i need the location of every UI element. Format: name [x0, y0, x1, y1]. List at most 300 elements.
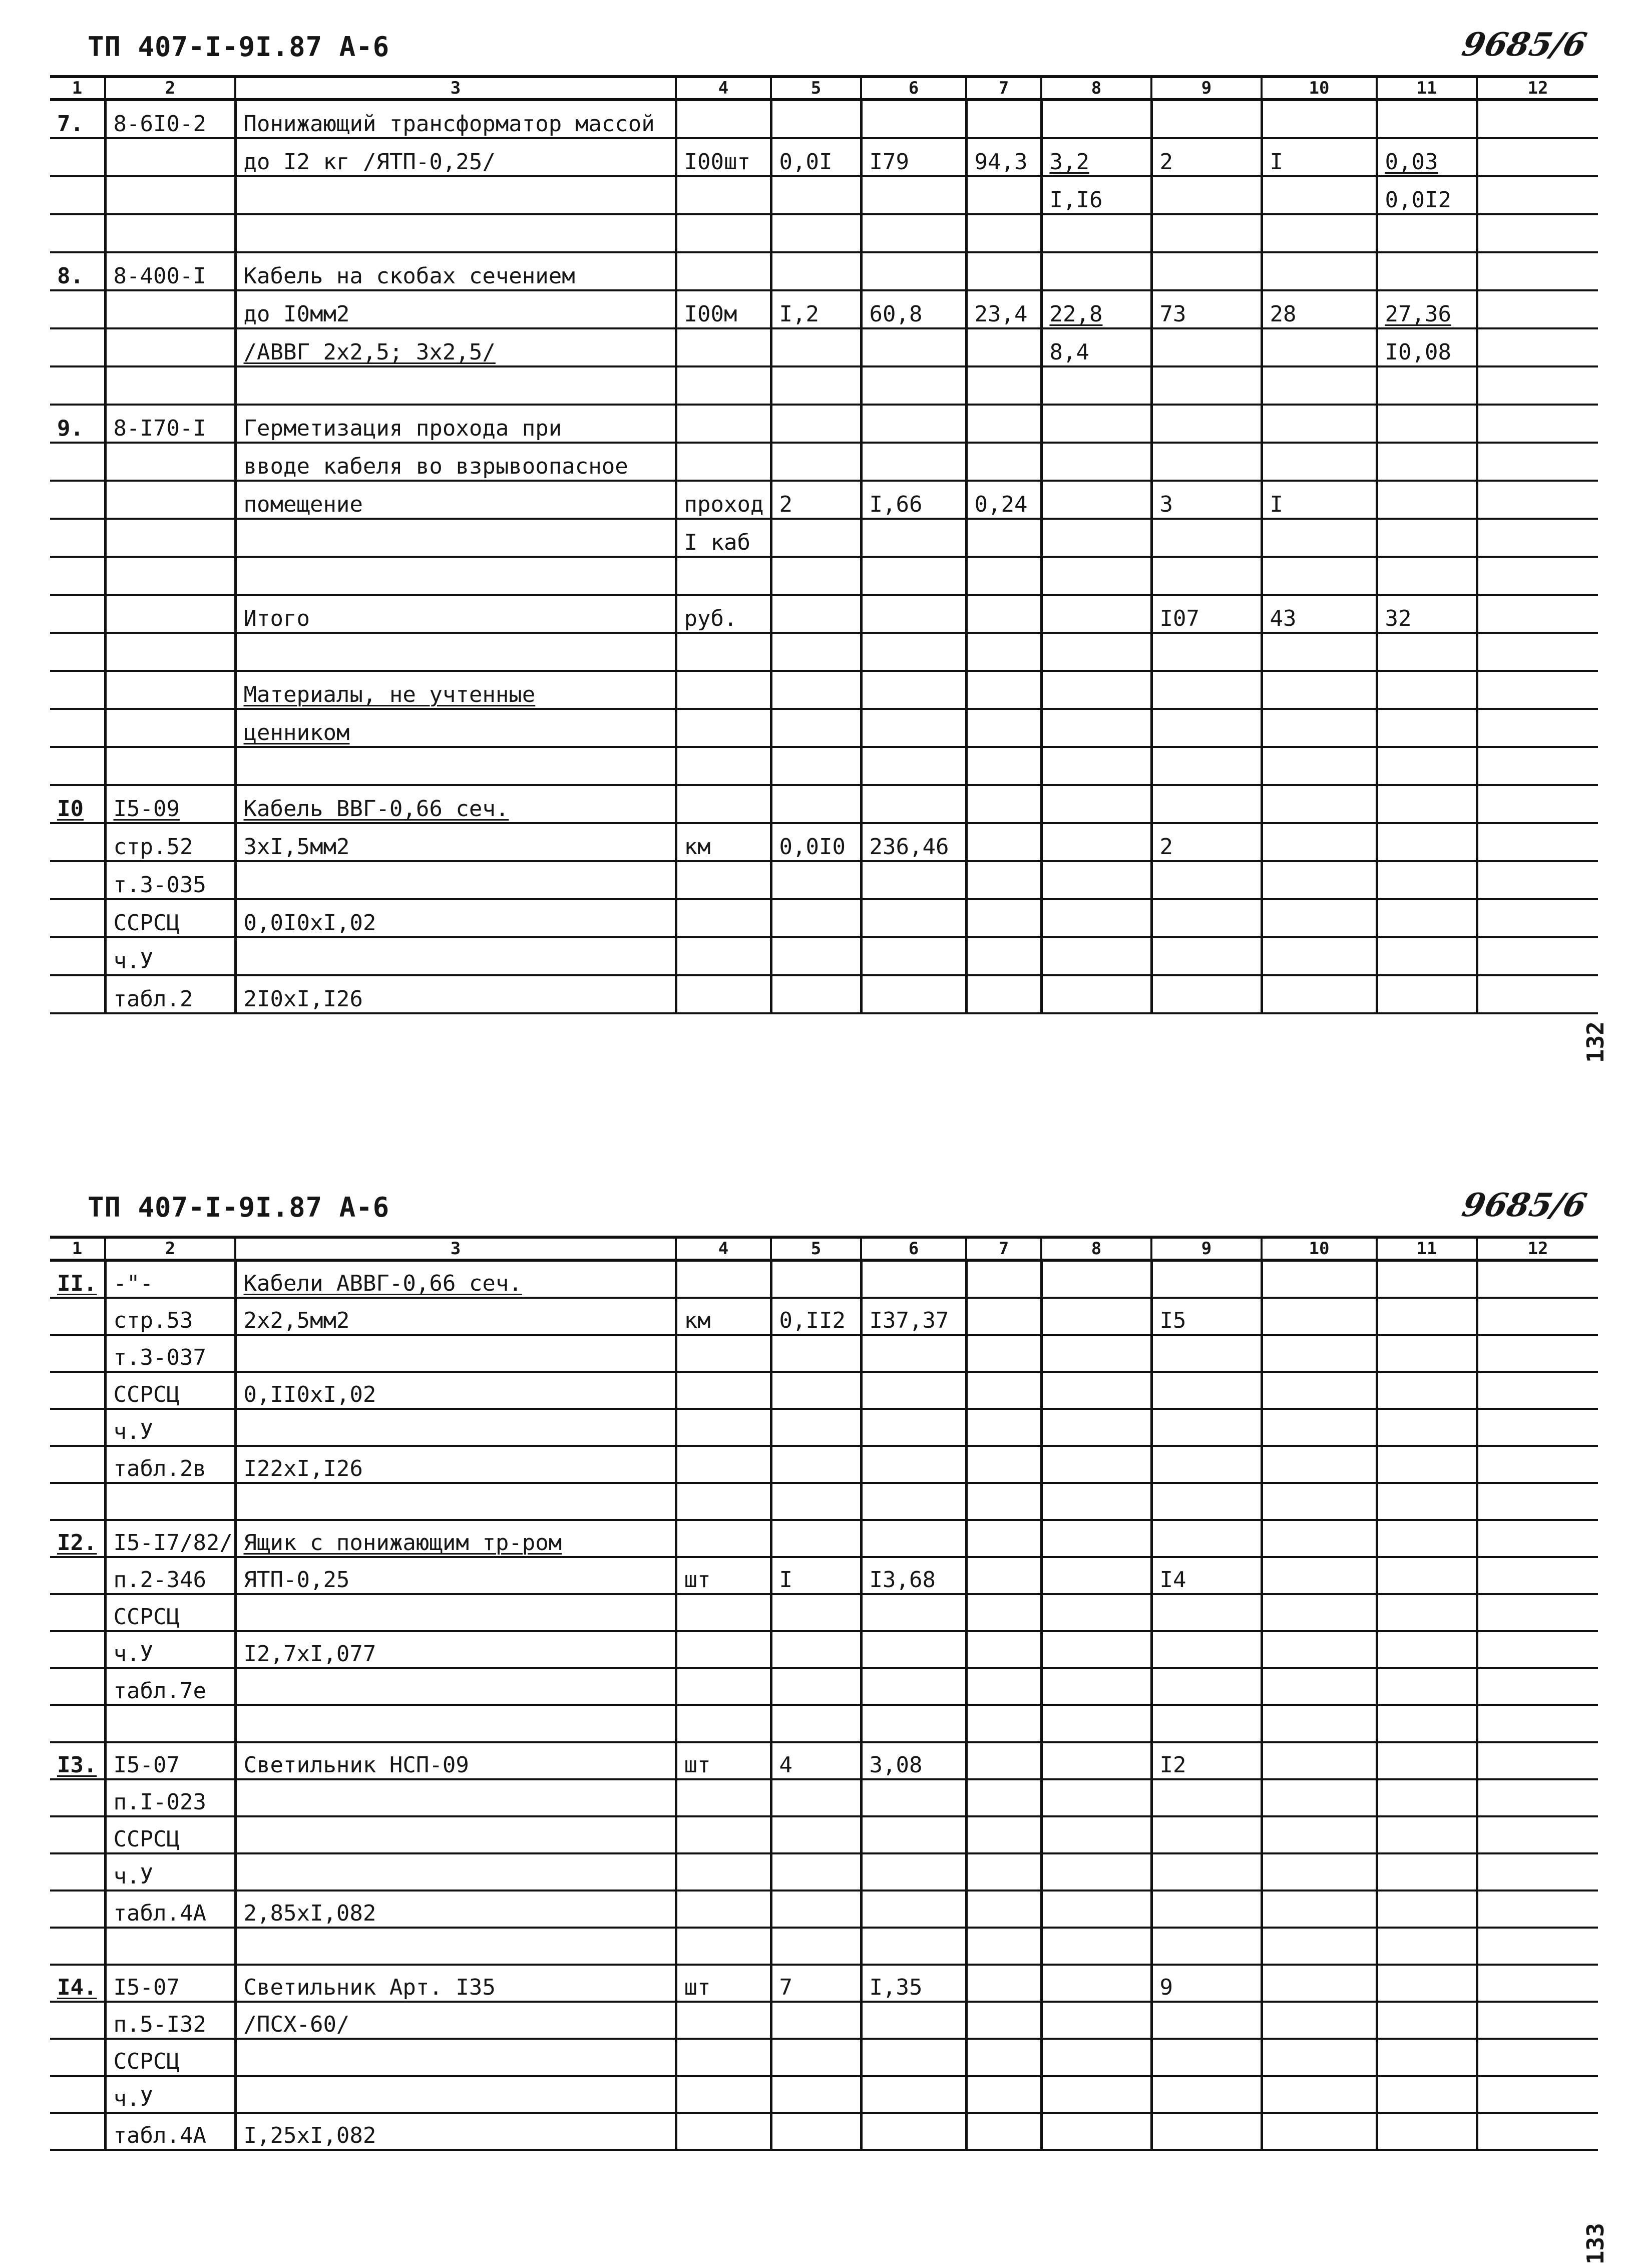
table-row — [50, 1372, 1598, 1409]
table-row — [50, 633, 1598, 671]
column-number: 4 — [676, 1237, 771, 1260]
column-number: 1 — [50, 77, 105, 100]
table-cell — [50, 1668, 105, 1705]
table-row — [50, 100, 1598, 138]
table-cell — [1041, 290, 1151, 328]
table-cell: т.3-035 — [105, 861, 235, 899]
table-cell — [966, 1853, 1041, 1891]
table-cell — [1262, 1335, 1377, 1372]
table-cell — [861, 519, 966, 557]
table-cell — [861, 176, 966, 214]
table-cell — [1477, 366, 1598, 405]
table-row — [50, 747, 1598, 785]
table-cell — [105, 443, 235, 481]
table-cell — [861, 1891, 966, 1928]
table-cell — [676, 2002, 771, 2039]
table-cell — [1377, 214, 1477, 252]
table-cell — [861, 709, 966, 747]
table-cell — [1477, 100, 1598, 138]
table-cell — [1041, 1520, 1151, 1557]
table-cell — [1377, 366, 1477, 405]
table-cell — [105, 785, 235, 823]
table-cell — [1041, 671, 1151, 709]
table-cell — [966, 252, 1041, 290]
table-cell — [966, 1816, 1041, 1853]
column-number: 2 — [105, 77, 235, 100]
table-cell — [771, 937, 861, 975]
table-cell — [966, 1260, 1041, 1298]
table-cell — [861, 557, 966, 595]
table-cell — [50, 975, 105, 1013]
table-row — [50, 2113, 1598, 2150]
table-cell — [1477, 1520, 1598, 1557]
table-row — [50, 1891, 1598, 1928]
table-cell — [105, 1483, 235, 1520]
table-cell — [966, 975, 1041, 1013]
cell-text: 0,03 — [1385, 149, 1438, 175]
document-code: ТП 407-I-9I.87 А-6 — [88, 31, 390, 63]
table-cell — [105, 290, 235, 328]
table-cell: I79 — [861, 138, 966, 176]
table-cell — [105, 328, 235, 366]
table-cell — [771, 214, 861, 252]
table-cell — [1262, 1928, 1377, 1965]
table-cell: стр.53 — [105, 1298, 235, 1335]
table-cell: I3,68 — [861, 1557, 966, 1594]
table-cell — [861, 975, 966, 1013]
table-row — [50, 1520, 1598, 1557]
table-cell: ССРСЦ — [105, 1816, 235, 1853]
table-cell: I2,7хI,077 — [235, 1631, 676, 1668]
table-cell — [105, 214, 235, 252]
cell-text: ценником — [243, 720, 350, 745]
table-cell — [676, 1705, 771, 1742]
document-code: ТП 407-I-9I.87 А-6 — [88, 1192, 390, 1223]
table-cell — [50, 2113, 105, 2150]
table-cell — [1041, 975, 1151, 1013]
cell-text: Материалы, не учтенные — [243, 682, 536, 707]
table-cell — [771, 1260, 861, 1298]
table-cell: Кабель на скобах сечением — [235, 252, 676, 290]
table-cell — [1041, 595, 1151, 633]
handwritten-inventory-number: 9685/6 — [1458, 1187, 1590, 1224]
table-cell — [1262, 214, 1377, 252]
table-cell: I каб — [676, 519, 771, 557]
table-cell: ССРСЦ — [105, 1594, 235, 1631]
table-cell — [676, 214, 771, 252]
table-cell — [1477, 595, 1598, 633]
table-cell — [50, 595, 105, 633]
table-cell — [966, 633, 1041, 671]
table-cell — [771, 328, 861, 366]
table-cell — [1377, 899, 1477, 937]
table-cell — [676, 1631, 771, 1668]
table-cell — [861, 1483, 966, 1520]
table-cell — [676, 747, 771, 785]
table-cell — [1041, 2113, 1151, 2150]
column-number: 3 — [235, 77, 676, 100]
table-cell — [1262, 1742, 1377, 1779]
table-cell — [235, 1260, 676, 1298]
table-cell — [1262, 1409, 1377, 1446]
table-cell — [771, 1520, 861, 1557]
column-number: 9 — [1151, 77, 1262, 100]
table-cell — [676, 2076, 771, 2113]
table-cell — [1041, 899, 1151, 937]
table-cell: I00шт — [676, 138, 771, 176]
table-cell — [676, 785, 771, 823]
table-cell — [1377, 1965, 1477, 2002]
table-cell — [1151, 2113, 1262, 2150]
table-cell — [1041, 557, 1151, 595]
table-cell: 7. — [50, 100, 105, 138]
column-number: 4 — [676, 77, 771, 100]
table-cell: 23,4 — [966, 290, 1041, 328]
table-cell — [861, 214, 966, 252]
table-cell — [105, 633, 235, 671]
table-cell — [966, 823, 1041, 861]
table-cell — [676, 1372, 771, 1409]
table-cell — [50, 1557, 105, 1594]
table-cell — [1377, 747, 1477, 785]
table-row — [50, 1557, 1598, 1594]
table-cell — [1377, 1928, 1477, 1965]
table-cell — [771, 1372, 861, 1409]
table-cell — [50, 1705, 105, 1742]
table-cell: 0,II2 — [771, 1298, 861, 1335]
table-cell — [861, 405, 966, 443]
table-cell — [676, 100, 771, 138]
table-cell — [1041, 2076, 1151, 2113]
table-cell — [1041, 1409, 1151, 1446]
table-cell — [861, 1928, 966, 1965]
table-cell — [676, 899, 771, 937]
table-cell — [1477, 1705, 1598, 1742]
cell-text: 3,2 — [1049, 149, 1089, 175]
table-cell — [1151, 1705, 1262, 1742]
table-cell — [966, 1965, 1041, 2002]
table-cell — [1262, 1557, 1377, 1594]
table-cell — [1477, 138, 1598, 176]
table-cell: I5-07 — [105, 1965, 235, 2002]
table-cell: Понижающий трансформатор массой — [235, 100, 676, 138]
table-cell — [50, 1298, 105, 1335]
table-cell — [1041, 1483, 1151, 1520]
table-cell — [771, 1668, 861, 1705]
cell-text: Кабель ВВГ-0,66 сеч. — [243, 796, 509, 822]
column-number: 5 — [771, 77, 861, 100]
table-cell — [235, 1853, 676, 1891]
table-cell — [966, 937, 1041, 975]
table-cell — [1262, 1483, 1377, 1520]
table-cell — [105, 519, 235, 557]
table-cell — [1477, 671, 1598, 709]
table-cell — [1477, 1853, 1598, 1891]
cell-text: I5-09 — [113, 796, 180, 822]
table-cell: ССРСЦ — [105, 899, 235, 937]
table-cell — [966, 2113, 1041, 2150]
table-cell — [771, 861, 861, 899]
table-cell — [1041, 138, 1151, 176]
table-cell — [1262, 1853, 1377, 1891]
table-cell: I00м — [676, 290, 771, 328]
table-cell — [1151, 1335, 1262, 1372]
table-cell: табл.2в — [105, 1446, 235, 1483]
table-cell: Светильник НСП-09 — [235, 1742, 676, 1779]
table-cell: Светильник Арт. I35 — [235, 1965, 676, 2002]
table-cell — [771, 252, 861, 290]
table-cell — [676, 1779, 771, 1816]
table-cell — [1477, 861, 1598, 899]
table-cell — [1377, 2039, 1477, 2076]
table-cell — [1377, 519, 1477, 557]
column-number-row — [50, 77, 1598, 100]
table-row — [50, 1631, 1598, 1668]
table-cell: 60,8 — [861, 290, 966, 328]
table-cell — [50, 176, 105, 214]
table-cell — [235, 1409, 676, 1446]
table-cell — [676, 633, 771, 671]
table-row — [50, 709, 1598, 747]
table-cell — [1477, 1965, 1598, 2002]
column-number: 5 — [771, 1237, 861, 1260]
table-cell — [235, 747, 676, 785]
table-cell — [1041, 1965, 1151, 2002]
table-cell — [1151, 1483, 1262, 1520]
table-cell: 3 — [1151, 481, 1262, 519]
table-cell — [1377, 100, 1477, 138]
cell-text: 22,8 — [1049, 301, 1103, 327]
column-number: 8 — [1041, 77, 1151, 100]
table-cell — [1041, 405, 1151, 443]
table-cell — [50, 443, 105, 481]
table-cell — [771, 366, 861, 405]
table-cell: 9. — [50, 405, 105, 443]
table-cell — [1262, 633, 1377, 671]
estimate-table — [50, 1236, 1598, 2151]
column-number: 9 — [1151, 1237, 1262, 1260]
table-row — [50, 1409, 1598, 1446]
table-cell — [771, 443, 861, 481]
table-cell — [861, 366, 966, 405]
table-cell — [966, 1520, 1041, 1557]
table-cell — [50, 747, 105, 785]
cell-text: /АВВГ 2х2,5; 3х2,5/ — [243, 339, 496, 365]
table-cell — [1377, 557, 1477, 595]
table-cell — [771, 1853, 861, 1891]
table-row — [50, 328, 1598, 366]
table-cell — [1477, 785, 1598, 823]
table-cell — [771, 1446, 861, 1483]
table-cell — [771, 709, 861, 747]
table-cell — [50, 1631, 105, 1668]
cell-text: II. — [57, 1271, 97, 1296]
table-cell — [105, 138, 235, 176]
table-cell — [1477, 1557, 1598, 1594]
table-cell — [1377, 1520, 1477, 1557]
table-cell — [1262, 1779, 1377, 1816]
table-row — [50, 1928, 1598, 1965]
table-cell — [1041, 1668, 1151, 1705]
table-cell — [1477, 328, 1598, 366]
table-cell — [771, 1409, 861, 1446]
table-cell — [966, 1742, 1041, 1779]
table-cell — [771, 1891, 861, 1928]
table-cell — [1262, 1965, 1377, 2002]
table-cell: I — [1262, 481, 1377, 519]
cell-text: I3. — [57, 1752, 97, 1778]
table-cell — [50, 481, 105, 519]
table-cell — [676, 1483, 771, 1520]
table-row — [50, 1816, 1598, 1853]
table-cell — [1477, 823, 1598, 861]
table-cell — [1151, 1668, 1262, 1705]
table-cell — [771, 176, 861, 214]
table-cell: I,I6 — [1041, 176, 1151, 214]
table-cell — [1041, 1260, 1151, 1298]
table-cell — [771, 747, 861, 785]
table-cell — [966, 861, 1041, 899]
table-cell: ч.У — [105, 1853, 235, 1891]
column-number: 6 — [861, 1237, 966, 1260]
table-cell — [1041, 1928, 1151, 1965]
table-cell — [1477, 633, 1598, 671]
table-cell — [966, 1372, 1041, 1409]
table-cell — [966, 1298, 1041, 1335]
table-cell: 8,4 — [1041, 328, 1151, 366]
table-cell — [1377, 290, 1477, 328]
table-cell — [1377, 1594, 1477, 1631]
table-cell — [1377, 2076, 1477, 2113]
table-cell — [861, 633, 966, 671]
table-cell: /ПСХ-60/ — [235, 2002, 676, 2039]
table-cell — [861, 671, 966, 709]
table-cell: 0,24 — [966, 481, 1041, 519]
table-cell — [1262, 2039, 1377, 2076]
table-cell — [1262, 443, 1377, 481]
estimate-table — [50, 75, 1598, 1014]
table-cell — [235, 1928, 676, 1965]
table-cell — [1262, 1631, 1377, 1668]
table-cell: -"- — [105, 1260, 235, 1298]
table-row — [50, 214, 1598, 252]
table-cell — [50, 709, 105, 747]
table-cell — [1477, 1335, 1598, 1372]
table-cell — [50, 671, 105, 709]
table-cell — [1151, 100, 1262, 138]
table-cell — [966, 1891, 1041, 1928]
table-row — [50, 1594, 1598, 1631]
table-row — [50, 1335, 1598, 1372]
table-cell — [1377, 1668, 1477, 1705]
table-cell — [676, 328, 771, 366]
table-cell — [1377, 1260, 1477, 1298]
table-row — [50, 2076, 1598, 2113]
table-cell — [966, 1483, 1041, 1520]
table-cell — [1041, 1372, 1151, 1409]
table-cell — [861, 595, 966, 633]
table-cell — [771, 975, 861, 1013]
table-cell — [1262, 975, 1377, 1013]
table-cell — [235, 1335, 676, 1372]
table-cell — [966, 1928, 1041, 1965]
table-cell — [1151, 557, 1262, 595]
column-number: 10 — [1262, 1237, 1377, 1260]
table-cell — [771, 1594, 861, 1631]
table-cell — [676, 1335, 771, 1372]
table-cell: ЯТП-0,25 — [235, 1557, 676, 1594]
table-cell — [861, 1668, 966, 1705]
page-number: 132 — [1582, 1021, 1609, 1063]
table-cell — [1477, 2076, 1598, 2113]
table-cell — [1262, 899, 1377, 937]
table-cell — [1477, 1260, 1598, 1298]
table-cell — [1151, 1816, 1262, 1853]
table-cell — [1262, 1891, 1377, 1928]
table-cell — [50, 1928, 105, 1965]
table-cell — [1262, 1594, 1377, 1631]
table-row — [50, 1779, 1598, 1816]
table-cell — [861, 1705, 966, 1742]
table-cell — [1151, 1891, 1262, 1928]
table-cell — [50, 1372, 105, 1409]
table-cell — [861, 899, 966, 937]
table-cell — [861, 443, 966, 481]
table-cell — [771, 1779, 861, 1816]
table-cell — [1262, 1520, 1377, 1557]
table-cell: т.3-037 — [105, 1335, 235, 1372]
table-cell — [235, 633, 676, 671]
table-cell: I2 — [1151, 1742, 1262, 1779]
table-cell: 43 — [1262, 595, 1377, 633]
table-cell — [861, 1631, 966, 1668]
table-cell — [1041, 823, 1151, 861]
table-cell — [1041, 1446, 1151, 1483]
table-row — [50, 443, 1598, 481]
table-cell — [1151, 1372, 1262, 1409]
table-cell — [1377, 1372, 1477, 1409]
table-cell: руб. — [676, 595, 771, 633]
table-cell — [50, 1779, 105, 1816]
table-cell — [1262, 2076, 1377, 2113]
table-cell — [1377, 2113, 1477, 2150]
table-cell: 8-400-I — [105, 252, 235, 290]
table-cell — [1151, 405, 1262, 443]
table-cell — [771, 1816, 861, 1853]
table-cell — [1041, 252, 1151, 290]
table-cell: I — [771, 1557, 861, 1594]
table-cell — [676, 1409, 771, 1446]
table-cell — [771, 2039, 861, 2076]
table-cell: вводе кабеля во взрывоопасное — [235, 443, 676, 481]
table-row — [50, 785, 1598, 823]
table-row — [50, 2002, 1598, 2039]
table-cell — [1151, 747, 1262, 785]
table-cell — [676, 1520, 771, 1557]
table-cell — [1377, 633, 1477, 671]
table-cell — [1262, 1372, 1377, 1409]
table-cell — [1477, 443, 1598, 481]
table-cell — [771, 557, 861, 595]
table-cell — [861, 100, 966, 138]
table-cell — [676, 1816, 771, 1853]
table-cell — [50, 1965, 105, 2002]
table-cell — [861, 861, 966, 899]
table-cell — [1377, 1779, 1477, 1816]
table-cell: I5-I7/82/ — [105, 1520, 235, 1557]
table-cell — [50, 2076, 105, 2113]
table-cell: 0,0I0хI,02 — [235, 899, 676, 937]
